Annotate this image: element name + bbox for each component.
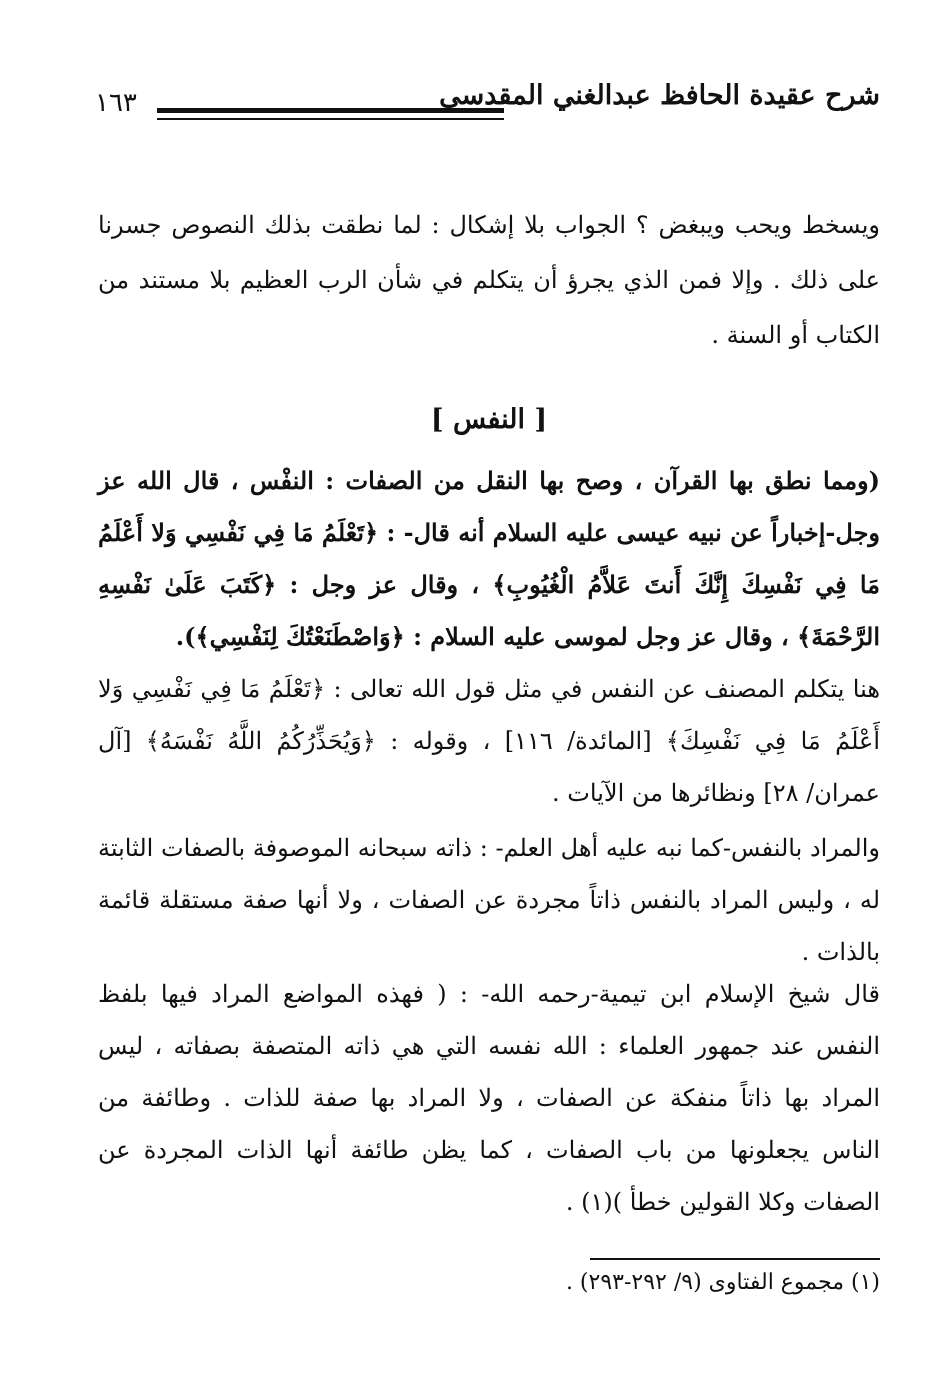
- page-number: ١٦٣: [95, 88, 137, 118]
- header-rule-thin: [157, 118, 504, 120]
- paragraph-3: هنا يتكلم المصنف عن النفس في مثل قول الله تعالى : ﴿تَعْلَمُ مَا فِي نَفْسِي وَلا أَعْلَمُ مَا فِي نَفْسِكَ﴾ [المائدة/ ١١٦] ، وقوله : ﴿وَيُحَذِّرُكُمُ اللَّهُ نَفْسَهُ﴾ [آل عمران/ ٢٨] ونظائرها من الآيات .: [98, 675, 881, 807]
- footnote: (١) مجموع الفتاوى (٩/ ٢٩٢-٢٩٣) .: [565, 1270, 880, 1295]
- book-title: شرح عقيدة الحافظ عبدالغني المقدسي: [439, 80, 880, 111]
- paragraph-1: ويسخط ويحب ويبغض ؟ الجواب بلا إشكال : لما نطقت بذلك النصوص جسرنا على ذلك . وإلا فمن الذي يجرؤ أن يتكلم في شأن الرب العظيم بلا مستند من الكتاب أو السنة .: [98, 211, 880, 349]
- page-header: [95, 78, 880, 128]
- header-rule-thick: [157, 108, 504, 113]
- paragraph-5: قال شيخ الإسلام ابن تيمية-رحمه الله- : ( فهذه المواضع المراد فيها بلفظ النفس عند جمهور العلماء : الله نفسه التي هي ذاته المتصفة بصفاته ، ليس المراد بها ذاتاً منفكة عن الصفات ، ولا المراد بها صفة للذات . وطائفة من الناس يجعلونها من باب الصفات ، كما يظن طائفة أنها الذات المجردة عن الصفات وكلا القولين خطأ )(١) .: [98, 980, 881, 1216]
- footnote-divider: [590, 1258, 880, 1260]
- paragraph-2-matn: (ومما نطق بها القرآن ، وصح بها النقل من الصفات : النفْس ، قال الله عز وجل-إخباراً عن نبيه عيسى عليه السلام أنه قال- : ﴿تَعْلَمُ مَا فِي نَفْسِي وَلا أَعْلَمُ مَا فِي نَفْسِكَ إِنَّكَ أَنتَ عَلاَّمُ الْغُيُوبِ﴾ ، وقال عز وجل : ﴿كَتَبَ عَلَىٰ نَفْسِهِ الرَّحْمَةَ﴾ ، وقال عز وجل لموسى عليه السلام : ﴿وَاصْطَنَعْتُكَ لِنَفْسِي﴾).: [98, 466, 880, 651]
- paragraph-4: والمراد بالنفس-كما نبه عليه أهل العلم- : ذاته سبحانه الموصوفة بالصفات الثابتة له ، وليس المراد بالنفس ذاتاً مجردة عن الصفات ، ولا أنها صفة مستقلة قائمة بالذات .: [98, 834, 881, 966]
- section-heading: [ النفس ]: [430, 404, 548, 435]
